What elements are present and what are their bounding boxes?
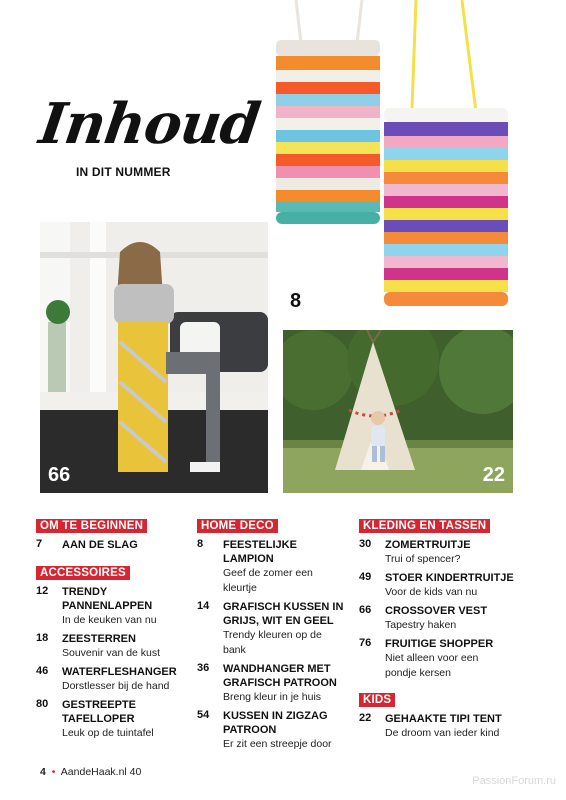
entry-description: Dorstlesser bij de hand [62,680,170,692]
entry-page-number: 22 [359,712,372,724]
entry-title: STOER KINDERTRUITJE [385,572,514,584]
entry-page-number: 18 [36,632,49,644]
footer-page-number: 4 [40,766,46,778]
entry-page-number: 14 [197,600,210,612]
entry-title: GRAFISCH KUSSEN IN GRIJS, WIT EN GEEL [223,601,344,627]
entry-description: Tapestry haken [385,619,457,631]
entry-title: FEESTELIJKE LAMPION [223,539,297,565]
entry-page-number: 30 [359,538,372,550]
left-bag [276,40,380,224]
toc-entry[interactable] [36,585,186,628]
section-heading: HOME DECO [197,519,278,533]
toc-entry[interactable] [36,538,186,552]
toc-entry[interactable] [359,604,519,633]
entry-description: Trendy kleuren op de bank [223,629,322,656]
section-home-deco [197,516,347,752]
section-heading: KIDS [359,693,395,707]
toc-entry[interactable] [36,698,186,741]
toc-entry[interactable] [197,538,347,596]
entry-description: Niet alleen voor een pondje kersen [385,652,479,679]
entry-description: In de keuken van nu [62,614,157,626]
entry-title: KUSSEN IN ZIGZAG PATROON [223,710,328,736]
page-subtitle: IN DIT NUMMER [76,165,171,179]
crochet-bags-photo [266,0,516,318]
entry-page-number: 80 [36,698,49,710]
entry-page-number: 76 [359,637,372,649]
bags-page-number: 8 [290,290,302,312]
entry-page-number: 36 [197,662,210,674]
entry-description: Souvenir van de kust [62,647,161,659]
tipi-tent-photo [283,330,513,493]
entry-title: TRENDY PANNENLAPPEN [62,586,153,612]
entry-title: GESTREEPTE TAFELLOPER [62,699,136,725]
entry-description: Trui of spencer? [385,553,461,565]
entry-title: WATERFLESHANGER [62,666,177,678]
tipi-page-number: 22 [482,464,505,486]
entry-page-number: 12 [36,585,49,597]
toc-entry[interactable] [359,712,519,741]
entry-page-number: 7 [36,538,43,550]
section-heading: ACCESSOIRES [36,566,130,580]
section-heading: OM TE BEGINNEN [36,519,147,533]
toc-entry[interactable] [197,600,347,658]
toc-column-3 [359,516,519,741]
toc-column-1 [36,516,186,741]
entry-title: ZOMERTRUITJE [385,539,471,551]
entry-title: AAN DE SLAG [62,539,138,551]
entry-page-number: 54 [197,709,210,721]
entry-title: GEHAAKTE TIPI TENT [385,713,502,725]
toc-column-2 [197,516,347,752]
entry-description: Geef de zomer een kleurtje [223,567,313,594]
section-om-te-beginnen [36,516,186,552]
woman-cardigan-image [40,222,268,493]
entry-page-number: 8 [197,538,204,550]
entry-description: Leuk op de tuintafel [62,727,154,739]
right-bag [384,108,508,306]
toc-entry[interactable] [197,662,347,705]
page-title: Inhoud [35,91,264,157]
entry-description: Voor de kids van nu [385,586,478,598]
toc-entry[interactable] [359,637,519,681]
toc-entry[interactable] [359,571,519,600]
entry-page-number: 66 [359,604,372,616]
tipi-tent-image [283,330,513,493]
entry-description: Breng kleur in je huis [223,691,322,703]
toc-entry[interactable] [197,709,347,752]
entry-title: ZEESTERREN [62,633,136,645]
section-kleding-en-tassen [359,516,519,681]
page-footer [40,766,141,778]
section-heading: KLEDING EN TASSEN [359,519,490,533]
toc-entry[interactable] [36,632,186,661]
toc-entry[interactable] [359,538,519,567]
entry-page-number: 49 [359,571,372,583]
entry-title: WANDHANGER MET GRAFISCH PATROON [223,663,337,689]
section-kids [359,690,519,741]
entry-title: FRUITIGE SHOPPER [385,638,494,650]
footer-bullet: • [51,766,56,778]
entry-description: Er zit een streepje door [223,738,332,750]
footer-brand: AandeHaak.nl 40 [60,766,142,778]
watermark: PassionForum.ru [472,775,556,787]
woman-cardigan-photo [40,222,268,493]
section-accessoires [36,563,186,741]
toc-entry[interactable] [36,665,186,694]
woman-page-number: 66 [48,464,71,486]
crochet-bags-image [266,0,516,318]
entry-title: CROSSOVER VEST [385,605,488,617]
entry-page-number: 46 [36,665,49,677]
entry-description: De droom van ieder kind [385,727,500,739]
